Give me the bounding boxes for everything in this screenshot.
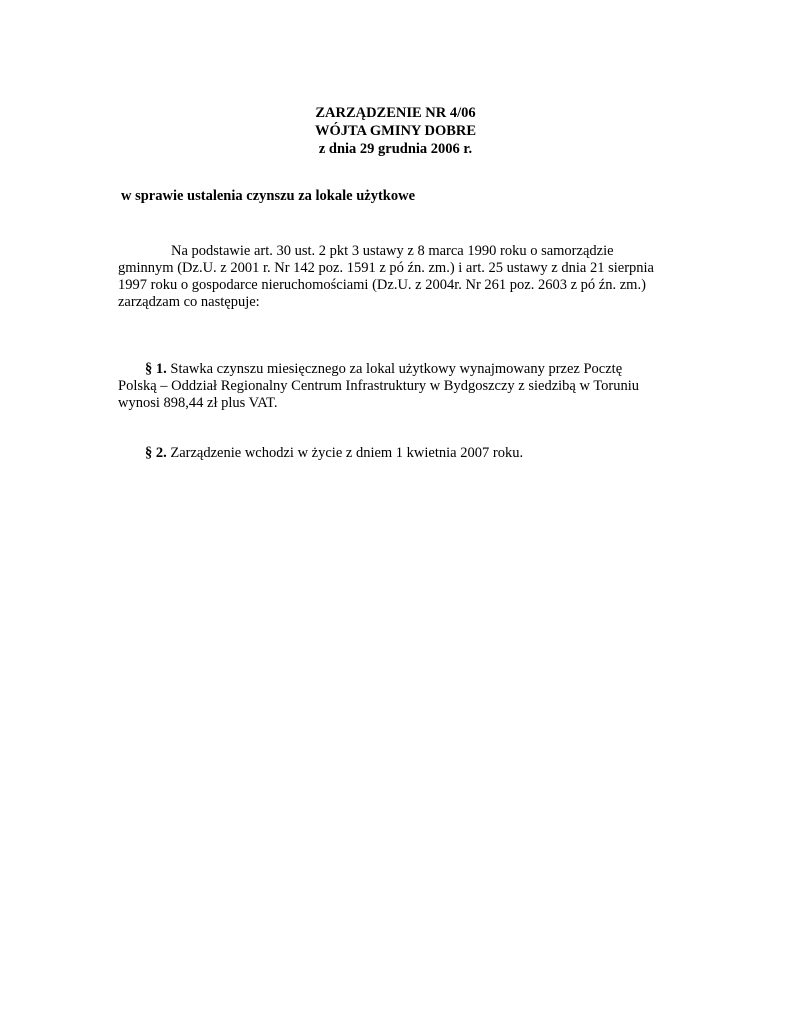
preamble-line: Na podstawie art. 30 ust. 2 pkt 3 ustawy z 8 marca 1990 roku o samorządzie	[171, 243, 614, 259]
section-1-line: Polską – Oddział Regionalny Centrum Infrastruktury w Bydgoszczy z siedzibą w Toruniu	[118, 378, 640, 394]
section-1-first-line	[118, 361, 678, 378]
section-1-mark: § 1.	[145, 361, 167, 377]
header-title: ZARZĄDZENIE NR 4/06	[315, 105, 476, 121]
preamble-line: gminnym (Dz.U. z 2001 r. Nr 142 poz. 1591 z pó źn. zm.) i art. 25 ustawy z dnia 21 sierpnia	[118, 260, 654, 276]
section-1-line: wynosi 898,44 zł plus VAT.	[118, 395, 278, 411]
header-issuer: WÓJTA GMINY DOBRE	[314, 123, 477, 139]
section-2-text: Zarządzenie wchodzi w życie z dniem 1 kwietnia 2007 roku.	[170, 445, 524, 461]
section-2	[118, 445, 678, 462]
section-1	[118, 361, 678, 412]
header-date: z dnia 29 grudnia 2006 r.	[318, 141, 473, 157]
preamble-line: 1997 roku o gospodarce nieruchomościami (Dz.U. z 2004r. Nr 261 poz. 2603 z pó źn. zm.)	[118, 277, 646, 293]
section-1-text: Stawka czynszu miesięcznego za lokal użytkowy wynajmowany przez Pocztę	[170, 361, 623, 377]
preamble-line: zarządzam co następuje:	[118, 294, 260, 310]
section-2-first-line	[118, 445, 678, 462]
document-subject: w sprawie ustalenia czynszu za lokale użytkowe	[121, 188, 416, 204]
document-header	[0, 104, 791, 158]
section-2-mark: § 2.	[145, 445, 167, 461]
preamble-paragraph	[118, 243, 678, 311]
